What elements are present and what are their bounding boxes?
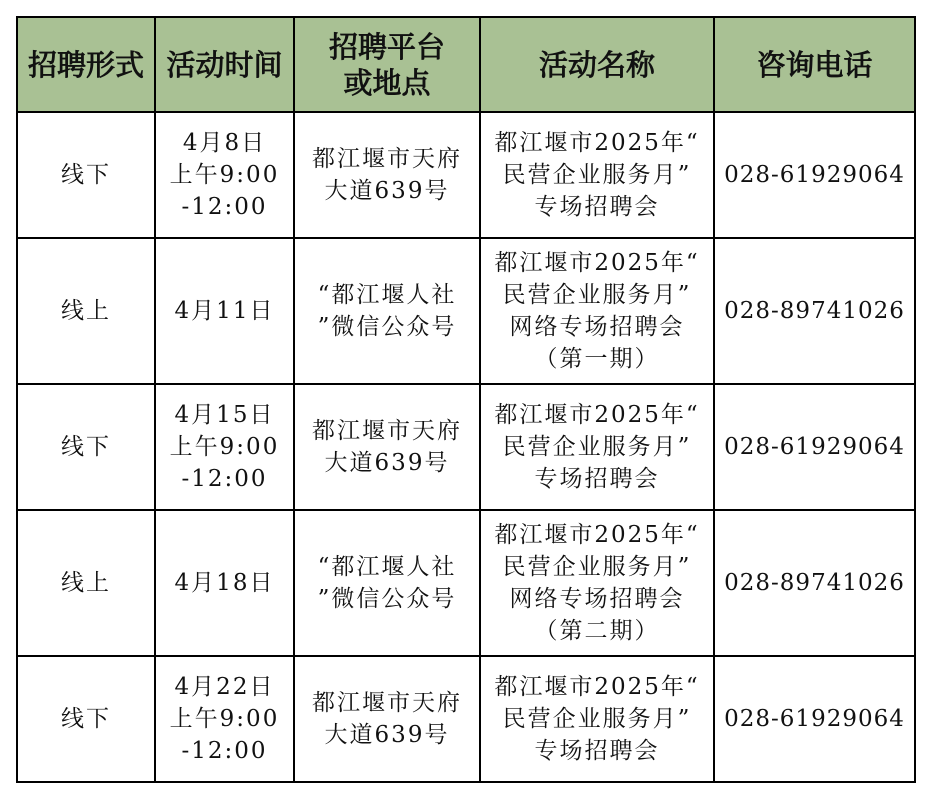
- cell-time-line: 4月18日: [174, 570, 275, 596]
- table-row: [17, 238, 915, 384]
- cell-name: [480, 656, 714, 782]
- header-time: 活动时间: [155, 17, 294, 112]
- cell-name: [480, 238, 714, 384]
- cell-platform-line: “都江堰人社: [317, 554, 457, 580]
- cell-time-line: 上午9:00: [169, 706, 280, 732]
- cell-platform: [294, 238, 480, 384]
- cell-time-line: -12:00: [181, 194, 268, 220]
- cell-platform-line: 都江堰市天府: [312, 690, 462, 716]
- header-platform: [294, 17, 480, 112]
- cell-name-line: 民营企业服务月”: [502, 162, 692, 188]
- cell-name-line: 都江堰市2025年“: [494, 250, 700, 276]
- cell-phone: 028-61929064: [714, 112, 915, 238]
- cell-name-line: 专场招聘会: [534, 738, 660, 764]
- cell-form: 线下: [17, 384, 155, 510]
- cell-time: [155, 510, 294, 656]
- cell-name-line: 民营企业服务月”: [502, 554, 692, 580]
- cell-name-line: 民营企业服务月”: [502, 282, 692, 308]
- cell-phone: 028-89741026: [714, 238, 915, 384]
- cell-time: [155, 656, 294, 782]
- recruitment-schedule: [16, 16, 914, 783]
- cell-name-line: 民营企业服务月”: [502, 434, 692, 460]
- cell-platform: [294, 112, 480, 238]
- cell-name-line: 都江堰市2025年“: [494, 674, 700, 700]
- cell-form: 线下: [17, 656, 155, 782]
- cell-form: 线下: [17, 112, 155, 238]
- cell-phone: 028-89741026: [714, 510, 915, 656]
- header-platform-line2: 或地点: [343, 65, 431, 100]
- table-row: [17, 510, 915, 656]
- cell-platform: [294, 656, 480, 782]
- cell-name: [480, 112, 714, 238]
- cell-name-line: 都江堰市2025年“: [494, 402, 700, 428]
- cell-name-line: 民营企业服务月”: [502, 706, 692, 732]
- cell-time-line: -12:00: [181, 466, 268, 492]
- cell-time-line: 上午9:00: [169, 434, 280, 460]
- header-row: [17, 17, 915, 112]
- cell-name-line: 都江堰市2025年“: [494, 522, 700, 548]
- cell-platform-line: 大道639号: [324, 722, 450, 748]
- cell-phone: 028-61929064: [714, 656, 915, 782]
- table-row: [17, 112, 915, 238]
- cell-platform: [294, 384, 480, 510]
- cell-name-line: 网络专场招聘会: [509, 314, 685, 340]
- cell-name-line: 专场招聘会: [534, 194, 660, 220]
- cell-time: [155, 384, 294, 510]
- cell-form: 线上: [17, 238, 155, 384]
- cell-platform-line: 大道639号: [324, 178, 450, 204]
- cell-platform-line: 都江堰市天府: [312, 418, 462, 444]
- cell-name-line: 专场招聘会: [534, 466, 660, 492]
- table-row: [17, 384, 915, 510]
- cell-platform-line: 都江堰市天府: [312, 146, 462, 172]
- cell-name: [480, 510, 714, 656]
- cell-name-line: （第一期）: [534, 346, 660, 372]
- cell-time-line: 4月11日: [174, 298, 275, 324]
- cell-time: [155, 238, 294, 384]
- cell-time-line: 4月22日: [174, 674, 275, 700]
- cell-time-line: -12:00: [181, 738, 268, 764]
- cell-time-line: 4月15日: [174, 402, 275, 428]
- cell-phone: 028-61929064: [714, 384, 915, 510]
- header-platform-line1: 招聘平台: [328, 29, 445, 64]
- table-row: [17, 656, 915, 782]
- cell-platform-line: ”微信公众号: [317, 314, 457, 340]
- recruitment-table: [16, 16, 916, 783]
- cell-name-line: 网络专场招聘会: [509, 586, 685, 612]
- header-form: 招聘形式: [17, 17, 155, 112]
- cell-platform-line: ”微信公众号: [317, 586, 457, 612]
- header-name: 活动名称: [480, 17, 714, 112]
- cell-platform: [294, 510, 480, 656]
- cell-platform-line: “都江堰人社: [317, 282, 457, 308]
- cell-time: [155, 112, 294, 238]
- header-phone: 咨询电话: [714, 17, 915, 112]
- cell-name: [480, 384, 714, 510]
- cell-name-line: （第二期）: [534, 618, 660, 644]
- cell-name-line: 都江堰市2025年“: [494, 130, 700, 156]
- cell-form: 线上: [17, 510, 155, 656]
- cell-platform-line: 大道639号: [324, 450, 450, 476]
- cell-time-line: 4月8日: [182, 130, 267, 156]
- cell-time-line: 上午9:00: [169, 162, 280, 188]
